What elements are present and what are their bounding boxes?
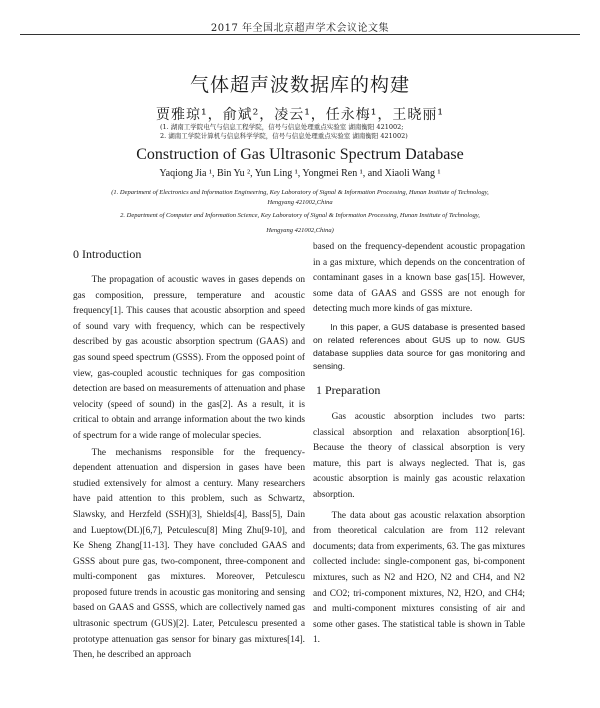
chinese-affiliation-2: 2. 湖南工学院计算机与信息科学学院，信号与信息处理重点实验室 湖南衡阳 421002) [160,132,408,140]
chinese-title: 气体超声波数据库的构建 [189,74,410,96]
right-paragraph-2: In this paper, a GUS database is presented based on related references about GUS up to now. GUS database supplies data source for gas monitoring and sensing. [313,321,525,371]
english-authors: Yaqiong Jia ¹, Bin Yu ², Yun Ling ¹, Yongmei Ren ¹, and Xiaoli Wang ¹ [159,168,441,179]
right-column [313,240,525,373]
right-paragraph-1: based on the frequency-dependent acoustic propagation in a gas mixture, which depends on the concentration of contaminant gases in a known base gas[15]. However, some data of GAAS and GSSS are not enough for detecting much more kinds of gas mixture. [313,242,525,315]
running-header: 2017 年全国北京超声学术会议论文集 [210,23,390,34]
header-rule [20,34,580,35]
intro-paragraph-1: The propagation of acoustic waves in gases depends on gas composition, pressure, temperature and acoustic frequency[1]. This causes that acoustic absorption and speed of sound vary with frequency, which can be respectively described by gas acoustic absorption spectrum (GAAS) and gas sound speed spectrum (GSSS). From the opposed point of view, gas-coupled acoustic techniques for gas composition detection are based on measurements of attenuation and phase velocity (speed of sound) in the gas[2]. As a result, it is critical to obtain and arrange information about the two kinds of spectrum for a wide range of molecular species. [73,275,305,441]
english-title: Construction of Gas Ultrasonic Spectrum Database [136,146,464,163]
chinese-authors: 贾雅琼¹，俞斌²，凌云¹，任永梅¹，王晓丽¹ [155,107,445,123]
english-affiliation-2b: Hengyang 421002,China) [266,227,334,234]
left-column [73,273,305,664]
english-affiliation-2a: 2. Department of Computer and Information Science, Key Laboratory of Signal & Information Processing, Hunan Institute of Technology, [120,212,480,219]
intro-paragraph-2: The mechanisms responsible for the frequency-dependent attenuation and dispersion in gases have been studied extensively for almost a century. Many researchers have paid attention to this problem, such as Schwartz, Slawsky, and Herzfeld (SSH)[3], Shields[4], Bass[5], Dain and Lueptow(DL)[6,7], Petculescu[8] Ming Zhu[9-10], and Ke Sheng Zhang[11-13]. They have concluded GAAS and GSSS about pure gas, two-component, three-component and multi-component gas mixtures. Moreover, Petculescu proposed future trends in acoustic gas monitoring and sensing based on GAAS and GSSS, which are collectively named gas ultrasonic spectrum (GUS)[2]. Later, Petculescu presented a prototype attenuation gas sensor for binary gas mixtures[14]. Then, he described an approach [73,447,305,661]
prep-paragraph-2: The data about gas acoustic relaxation absorption from theoretical calculation are from 112 relevant documents; data from experiments, 63. The gas mixtures collected include: single-component gas, bi-component mixtures, such as N2 and H2O, N2 and CH4, and N2 and CO2; tri-component mixtures, N2, H2O, and CH4; and multi-component mixtures consisting of air and some other gases. The statistical table is shown in Table 1. [313,510,525,646]
english-affiliation-1a: (1. Department of Electronics and Information Engineering, Key Laboratory of Signal & Information Processing, Hunan Institute of Technology, [111,189,489,196]
section-heading-preparation: 1 Preparation [316,383,381,397]
preparation-body [313,410,525,649]
section-heading-introduction: 0 Introduction [73,247,142,261]
english-affiliation-1b: Hengyang 421002,China [267,199,333,206]
chinese-affiliation-1: (1. 湖南工学院电气与信息工程学院，信号与信息处理重点实验室 湖南衡阳 421002; [160,123,404,131]
prep-paragraph-1: Gas acoustic absorption includes two parts: classical absorption and relaxation absorption[16]. Because the theory of classical absorption is very mature, this part is always neglected. That is, gas acoustic absorption is mainly gas acoustic relaxation absorption. [313,412,525,500]
